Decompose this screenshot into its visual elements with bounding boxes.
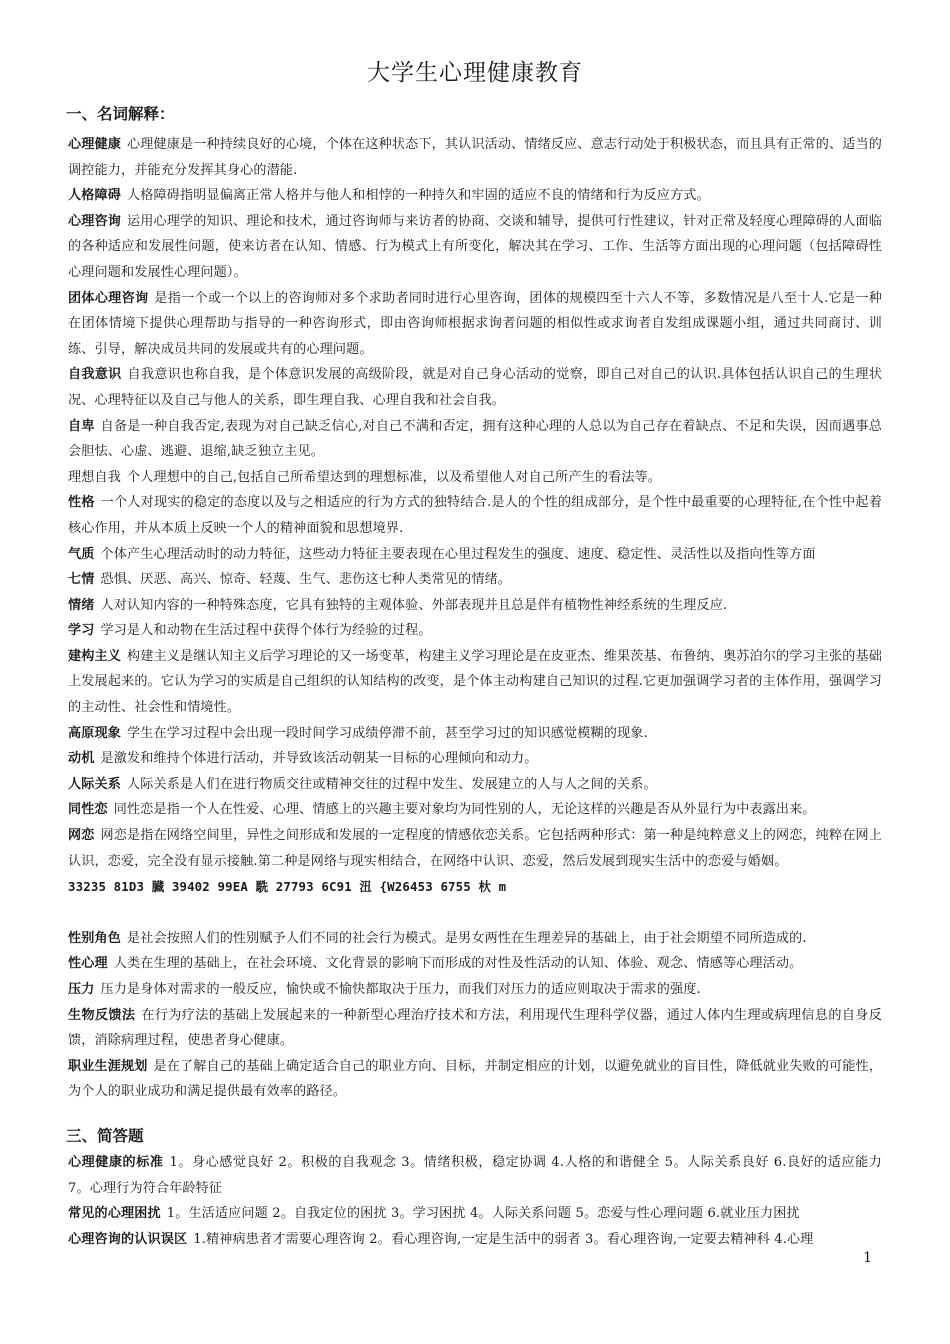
definition-entry [68, 644, 882, 721]
entry-text: 人格障碍指明显偏离正常人格并与他人和相悖的一种持久和牢固的适应不良的情绪和行为反应方式。 [126, 188, 710, 204]
entry-term: 职业生涯规划 [68, 1058, 148, 1074]
entry-text: 是在了解自己的基础上确定适合自己的职业方向、目标，并制定相应的计划，以避免就业的盲目性，降低就业失败的可能性，为个人的职业成功和满足提供最有效率的路径。 [68, 1058, 883, 1100]
entry-text: 个体产生心理活动时的动力特征，这些动力特征主要表现在心里过程发生的强度、速度、稳定性、灵活性以及指向性等方面 [100, 546, 816, 562]
definition-entry [68, 1201, 882, 1227]
entry-term: 性别角色 [68, 930, 121, 946]
entry-text: 构建主义是继认知主义后学习理论的又一场变革，构建主义学习理论是在皮亚杰、维果茨基、布鲁纳、奥苏泊尔的学习主张的基础上发展起来的。它认为学习的实质是自己组织的认知结构的改变，是个体主动构建自己知识的过程.它更加强调学习者的主体作用，强调学习的主动性、社会性和情境性。 [68, 648, 882, 716]
short-answer-list [68, 1150, 882, 1252]
definition-entry [68, 772, 882, 798]
section-heading-short-answer: 三、简答题 [66, 1127, 144, 1145]
definition-entry [68, 977, 882, 1003]
definition-entry [68, 926, 882, 952]
entry-term: 性心理 [68, 956, 108, 972]
entry-term: 人格障碍 [68, 188, 121, 204]
entry-term: 心理健康的标准 [68, 1155, 164, 1170]
entry-text: 一个人对现实的稳定的态度以及与之相适应的行为方式的独特结合.是人的个性的组成部分，是个性中最重要的心理特征,在个性中起着核心作用，并从本质上反映一个人的精神面貌和思想境界. [68, 495, 882, 536]
entry-term: 自我意识 [68, 367, 122, 383]
entry-text: 人际关系是人们在进行物质交往或精神交往的过程中发生、发展建立的人与人之间的关系。 [126, 776, 657, 792]
page-title: 大学生心理健康教育 [367, 60, 583, 86]
definition-entry [68, 286, 882, 363]
entry-term: 团体心理咨询 [68, 290, 149, 306]
entry-text: 压力是身体对需求的一般反应，愉快或不愉快都取决于压力，而我们对压力的适应则取决于需求的强度. [100, 982, 701, 997]
definition-entry [68, 797, 882, 823]
definition-entry [68, 746, 882, 772]
entry-term: 心理咨询的认识误区 [68, 1231, 188, 1247]
entry-text: 学生在学习过程中会出现一段时间学习成绩停滞不前，甚至学习过的知识感觉模糊的现象. [126, 725, 648, 741]
entry-term: 高原现象 [68, 725, 121, 741]
definition-entry [68, 132, 882, 183]
entry-text: 自备是一种自我否定,表现为对自己缺乏信心,对自己不满和否定，拥有这种心理的人总以为自己存在着缺点、不足和失误，因而遇事总会胆怯、心虚、逃避、退缩,缺乏独立主见。 [68, 418, 882, 460]
definition-entry [68, 823, 882, 874]
definition-entry [68, 183, 882, 209]
entry-term: 气质 [68, 546, 95, 562]
definition-entry [68, 362, 882, 413]
entry-term: 性格 [68, 495, 95, 511]
entry-text: 1。生活适应问题 2。自我定位的困扰 3。学习困扰 4。人际关系问题 5。恋爱与性心理问题 6.就业压力困扰 [166, 1206, 800, 1222]
entry-text: 是社会按照人们的性别赋予人们不同的社会行为模式。是男女两性在生理差异的基础上，由于社会期望不同所造成的. [126, 930, 807, 946]
definition-entry [68, 618, 882, 644]
entry-text: 在行为疗法的基础上发展起来的一种新型心理治疗技术和方法，利用现代生理科学仪器，通过人体内生理或病理信息的自身反馈，消除病理过程，使患者身心健康。 [68, 1007, 883, 1049]
entry-term: 压力 [68, 982, 95, 997]
entry-term: 学习 [68, 623, 95, 639]
entry-term: 心理健康 [68, 137, 121, 152]
definition-entry [68, 490, 882, 541]
page-number: 1 [863, 1250, 872, 1266]
definition-entry [68, 1054, 882, 1105]
entry-text: 是指一个或一个以上的咨询师对多个求助者同时进行心里咨询，团体的规模四至十六人不等，多数情况是八至十人.它是一种在团体情境下提供心理帮助与指导的一种咨询形式，即由咨询师根据求询者问题的相似性或求询者自发组成课题小组，通过共同商讨、训练、引导，解决成员共同的发展或共有的心理问题。 [68, 290, 882, 357]
entry-term: 情绪 [68, 597, 95, 613]
entry-text: 恐惧、厌恶、高兴、惊奇、轻蔑、生气、悲伤这七种人类常见的情绪。 [100, 572, 512, 588]
definition-entry [68, 567, 882, 593]
blank-line [68, 900, 882, 926]
entry-text: 1.精神病患者才需要心理咨询 2。看心理咨询,一定是生活中的弱者 3。看心理咨询,一定要去精神科 4.心理 [193, 1231, 814, 1247]
entry-text: 自我意识也称自我，是个体意识发展的高级阶段，就是对自己身心活动的觉察，即自己对自己的认识.具体包括认识自己的生理状况、心理特征以及自己与他人的关系，即生理自我、心理自我和社会自我。 [68, 367, 882, 408]
entry-text: 学习是人和动物在生活过程中获得个体行为经验的过程。 [100, 623, 432, 639]
entry-term: 七情 [68, 572, 95, 588]
garbled-code-line: 33235 81D3 臓 39402 99EA 駪 27793 6C91 沑 {W26453 6755 杕 m [68, 879, 507, 895]
definition-entry [68, 951, 882, 977]
entry-text: 同性恋是指一个人在性爱、心理、情感上的兴趣主要对象均为同性别的人，无论这样的兴趣是否从外显行为中表露出来。 [113, 802, 816, 818]
entry-text: 1。身心感觉良好 2。积极的自我观念 3。情绪积极，稳定协调 4.人格的和谐健全 5。人际关系良好 6.良好的适应能力 7。心理行为符合年龄特征 [68, 1155, 882, 1196]
definition-entry [68, 1003, 882, 1054]
entry-text: 个人理想中的自己,包括自己所希望达到的理想标准，以及希望他人对自己所产生的看法等。 [126, 469, 662, 485]
definition-entry [68, 542, 882, 568]
entry-text: 人类在生理的基础上，在社会环境、文化背景的影响下而形成的对性及性活动的认知、体验、观念、情感等心理活动。 [113, 956, 803, 972]
definition-entry [68, 414, 882, 465]
entry-text: 网恋是指在网络空间里，异性之间形成和发展的一定程度的情感依恋关系。它包括两种形式：第一种是纯粹意义上的网恋，纯粹在网上认识，恋爱，完全没有显示接触.第二种是网络与现实相结合，在网络中认识、恋爱，然后发展到现实生活中的恋爱与婚姻。 [68, 828, 882, 869]
entry-text: 心理健康是一种持续良好的心境，个体在这种状态下，其认识活动、情绪反应、意志行动处于积极状态，而且具有正常的、适当的调控能力，并能充分发挥其身心的潜能. [68, 137, 882, 178]
definition-entry [68, 593, 882, 619]
entry-term: 常见的心理困扰 [68, 1206, 161, 1222]
entry-term: 建构主义 [68, 648, 121, 664]
definition-entry [68, 721, 882, 747]
entry-term: 人际关系 [68, 776, 121, 792]
entry-term: 动机 [68, 751, 95, 767]
entry-text: 运用心理学的知识、理论和技术，通过咨询师与来访者的协商、交谈和辅导，提供可行性建议，针对正常及轻度心理障碍的人面临的各种适应和发展性问题，使来访者在认知、情感、行为模式上有所变化，解决其在学习、工作、生活等方面出现的心理问题（包括障碍性心理问题和发展性心理问题）。 [68, 213, 882, 280]
entry-term: 理想自我 [68, 469, 121, 485]
definition-entry [68, 1227, 882, 1253]
entry-term: 网恋 [68, 828, 95, 844]
section-heading-definitions: 一、名词解释： [66, 105, 175, 123]
entry-term: 生物反馈法 [68, 1007, 136, 1023]
definition-entry [68, 1150, 882, 1201]
definition-entry [68, 465, 882, 491]
entry-text: 人对认知内容的一种特殊态度，它具有独特的主观体验、外部表现并且总是伴有植物性神经系统的生理反应. [100, 597, 728, 613]
definition-entry [68, 209, 882, 286]
entry-term: 同性恋 [68, 802, 108, 818]
entry-term: 自卑 [68, 418, 95, 434]
entry-text: 是激发和维持个体进行活动，并导致该活动朝某一目标的心理倾向和动力。 [100, 751, 538, 767]
definitions-list [68, 132, 882, 1105]
entry-term: 心理咨询 [68, 213, 121, 229]
